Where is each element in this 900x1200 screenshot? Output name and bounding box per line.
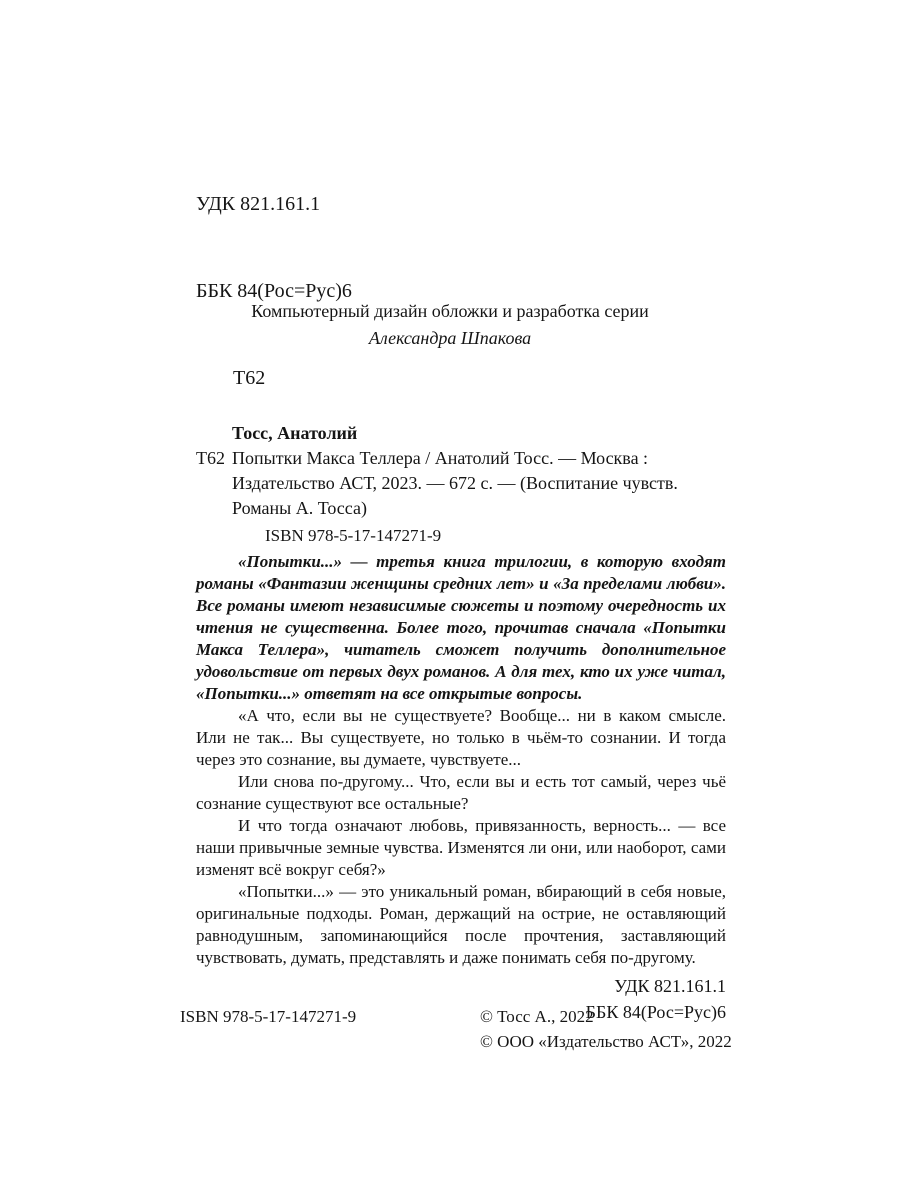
udk-line: УДК 821.161.1: [196, 193, 321, 215]
copyright-author: © Тосс А., 2022: [480, 1007, 594, 1026]
design-credit-name: Александра Шпакова: [368, 328, 532, 348]
main-column: [196, 420, 726, 1025]
synopsis-block: [196, 705, 726, 969]
udk-line-bottom: УДК 821.161.1: [614, 976, 726, 996]
synopsis-paragraph: И что тогда означают любовь, привязанность, верность... — все наши привычные земные чувства. Изменятся ли они, или наоборот, сами изменят всё вокруг себя?»: [196, 816, 726, 879]
synopsis-paragraph: «Попытки...» — это уникальный роман, вбирающий в себя новые, оригинальные подходы. Роман, держащий на острие, не оставляющий равнодушным, запоминающийся после прочтения, заставляющий чувствовать, думать, представлять и даже понимать себя по-другому.: [196, 882, 726, 967]
design-credit-block: [150, 298, 750, 352]
bibliographic-author: Тосс, Анатолий: [232, 423, 358, 443]
bbk-line-bottom: ББК 84(Рос=Рус)6: [585, 1002, 726, 1022]
isbn-line: ISBN 978-5-17-147271-9: [265, 526, 442, 545]
author-sign-code: Т62: [233, 367, 266, 389]
copyright-publisher: © ООО «Издательство АСТ», 2022: [480, 1032, 732, 1051]
bbk-line: ББК 84(Рос=Рус)6: [196, 280, 352, 302]
synopsis-paragraph: «А что, если вы не существуете? Вообще... ни в каком смысле. Или не так... Вы существуете, но только в чьём-то сознании. И тогда через это сознание, вы думаете, чувствуете...: [196, 706, 726, 769]
synopsis-paragraph: Или снова по-другому... Что, если вы и есть тот самый, через чьё сознание существуют все остальные?: [196, 772, 726, 813]
bibliographic-code: Т62: [196, 448, 225, 468]
footer-isbn: ISBN 978-5-17-147271-9: [180, 1007, 357, 1026]
annotation-block: [196, 551, 726, 705]
bibliographic-description: Попытки Макса Теллера / Анатолий Тосс. — Москва : Издательство АСТ, 2023. — 672 с. — (Воспитание чувств. Романы А. Тосса): [232, 448, 678, 518]
classification-block: [196, 132, 352, 451]
bibliographic-entry: [196, 446, 726, 521]
design-credit-text: Компьютерный дизайн обложки и разработка серии: [251, 301, 649, 321]
annotation-paragraph: «Попытки...» — третья книга трилогии, в которую входят романы «Фантазии женщины средних лет» и «За пределами любви». Все романы имеют независимые сюжеты и поэтому очередность их чтения не существенна. Более того, прочитав сначала «Попытки Макса Теллера», читатель сможет получить дополнительное удовольствие от первых двух романов. А для тех, кто их уже читал, «Попытки...» ответят на все открытые вопросы.: [196, 552, 726, 703]
copyright-block: [480, 1004, 732, 1054]
